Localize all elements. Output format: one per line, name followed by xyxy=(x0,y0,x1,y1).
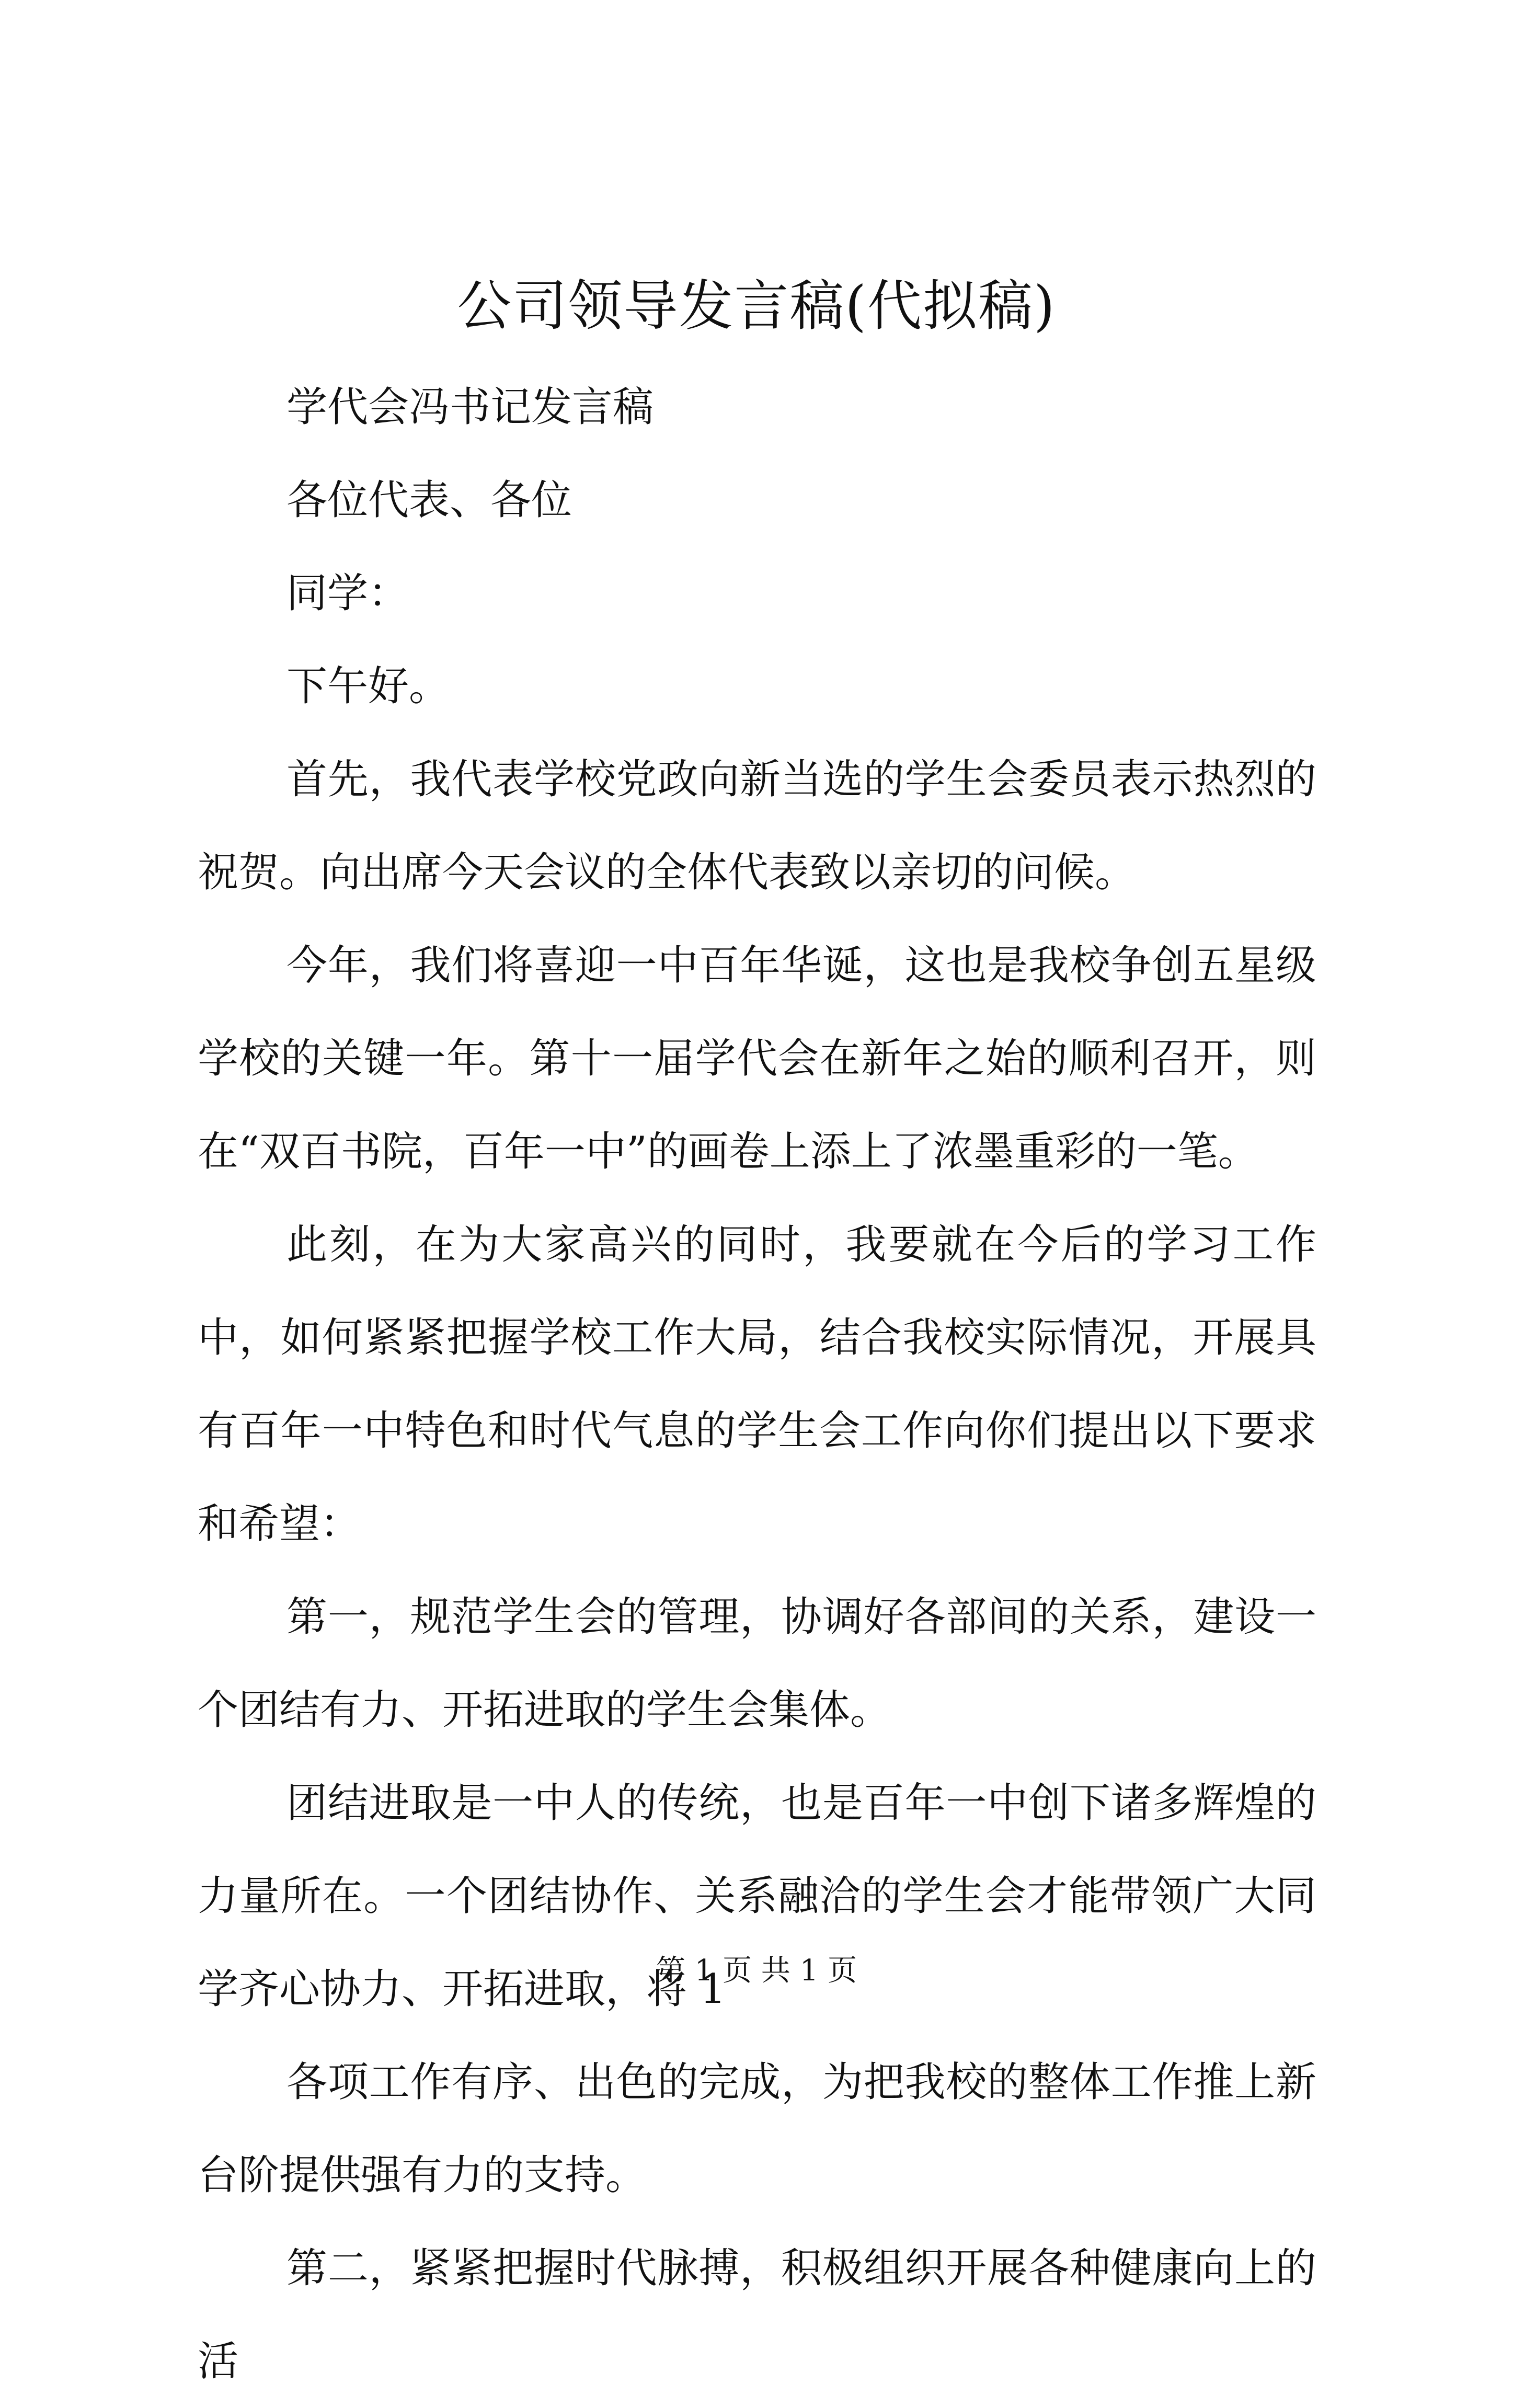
document-body xyxy=(198,361,1316,2408)
paragraph-congratulations: 首先，我代表学校党政向新当选的学生会委员表示热烈的祝贺。向出席今天会议的全体代表致以亲切的问候。 xyxy=(198,756,1316,896)
paragraph-tasks: 各项工作有序、出色的完成，为把我校的整体工作推上新台阶提供强有力的支持。 xyxy=(198,2059,1316,2199)
page-footer: 第 1 页 共 1 页 xyxy=(656,1954,857,1988)
paragraph-requirements-intro: 此刻，在为大家高兴的同时，我要就在今后的学习工作中，如何紧紧把握学校工作大局，结合我校实际情况，开展具有百年一中特色和时代气息的学生会工作向你们提出以下要求和希望： xyxy=(198,1221,1316,1547)
paragraph-first-point: 第一，规范学生会的管理，协调好各部间的关系，建设一个团结有力、开拓进取的学生会集体。 xyxy=(198,1593,1316,1734)
paragraph-unity: 团结进取是一中人的传统，也是百年一中创下诸多辉煌的力量所在。一个团结协作、关系融洽的学生会才能带领广大同学齐心协力、开拓进取，将 1 xyxy=(198,1780,1316,2013)
paragraph-centennial: 今年，我们将喜迎一中百年华诞，这也是我校争创五星级学校的关键一年。第十一届学代会在新年之始的顺利召开，则在“双百书院，百年一中”的画卷上添上了浓墨重彩的一笔。 xyxy=(198,942,1316,1175)
paragraph-salutation-2: 同学： xyxy=(286,570,409,617)
document-title: 公司领导发言稿(代拟稿) xyxy=(457,274,1056,338)
paragraph-salutation-1: 各位代表、各位 xyxy=(286,477,572,524)
paragraph-greeting: 下午好。 xyxy=(286,663,450,710)
paragraph-heading: 学代会冯书记发言稿 xyxy=(286,384,654,431)
paragraph-second-point: 第二，紧紧把握时代脉搏，积极组织开展各种健康向上的活 xyxy=(198,2245,1316,2385)
